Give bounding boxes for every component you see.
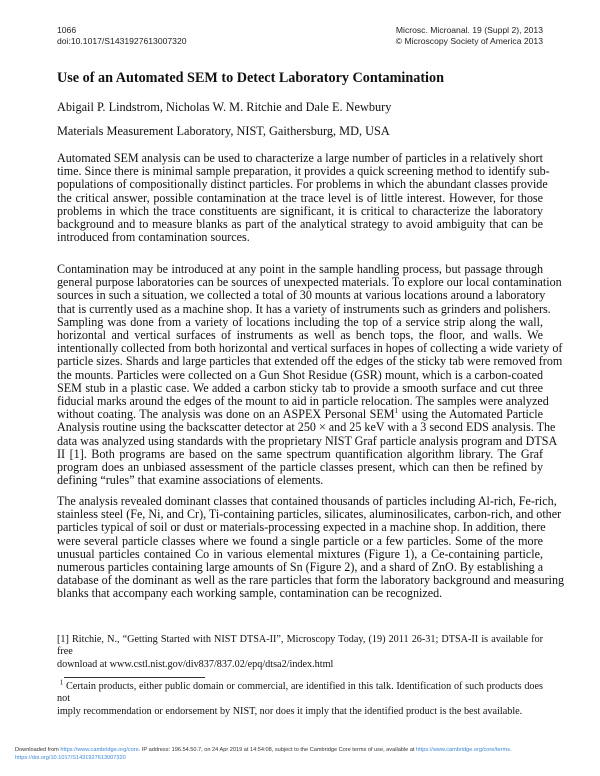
text-line: Contamination may be introduced at any point in the sample handling process, but passage through: [57, 262, 543, 276]
text-line: the mounts. Particles were collected on a Gun Shot Residue (GSR) mount, which is a carbon-coated: [57, 367, 543, 382]
journal-citation: Microsc. Microanal. 19 (Suppl 2), 2013: [395, 25, 543, 35]
text-line: blanks that accompany each working sample, contamination can be recognized.: [57, 586, 443, 601]
text-line: Analysis routine using the backscatter detector at 250 × and 25 keV with a 3 second EDS analysis. The: [57, 420, 556, 435]
paragraph-1: [57, 151, 550, 245]
text-line: particle sizes. Shards and large particles that extended off the edges of the sticky tab were removed from: [57, 354, 563, 369]
text-span: using the Automated Particle: [401, 407, 544, 422]
text-line: stainless steel (Fe, Ni, and Cr), Ti-containing particles, silicates, aluminosilicates, carbon-rich, and other: [57, 507, 562, 522]
text-line: problems in which the trace constituents are significant, it is critical to characterize the laboratory: [57, 203, 543, 218]
reference-1: [57, 634, 543, 671]
page-number: 1066: [57, 25, 77, 35]
text-line: intentionally collected from both horizontal and vertical surfaces in hopes of collecting a wide variety of: [57, 341, 563, 356]
text-line: fiducial marks around the edges of the mount to aid in particle relocation. The samples were analyzed: [57, 394, 549, 409]
text-line: the critical answer, possible contamination at the trace level is of little interest. However, for those: [57, 190, 543, 205]
text-line: general purpose laboratories can be sources of unexpected materials. To explore our local contamination: [57, 275, 562, 290]
download-prefix: Downloaded from: [15, 747, 59, 753]
text-line: unusual particles contained Co in various elemental mixtures (Figure 1), a Ce-containing particle,: [57, 546, 543, 561]
terms-link[interactable]: https://www.cambridge.org/core/terms: [416, 747, 510, 753]
text-line: II [1]. Both programs are based on the same spectrum quantification algorithm library. The Graf: [57, 446, 543, 461]
authors: Abigail P. Lindstrom, Nicholas W. M. Ritchie and Dale E. Newbury: [57, 100, 392, 114]
text-span: without coating. The analysis was done on an ASPEX Personal SEM: [57, 407, 395, 422]
footnote-line: [57, 678, 544, 706]
copyright: © Microscopy Society of America 2013: [395, 35, 543, 46]
affiliation: Materials Measurement Laboratory, NIST, Gaithersburg, MD, USA: [57, 124, 390, 138]
text-line: were several particle classes where we found a single particle or a few particles. Some of the more: [57, 533, 543, 548]
cambridge-core-link[interactable]: https://www.cambridge.org/core: [60, 747, 139, 753]
text-line: SEM stub in a plastic case. We added a carbon sticky tab to provide a smooth surface and cut three: [57, 380, 543, 395]
text-line: particles typical of soil or dust or materials-processing expected in a machine shop. In addition, there: [57, 520, 546, 535]
text-line: populations of compositionally distinct particles. For problems in which the abundant classes provide: [57, 177, 548, 192]
text-line: horizontal and vertical surfaces of instruments as well as bench tops, the floor, and walls. We: [57, 328, 543, 343]
doi-link[interactable]: https://doi.org/10.1017/S1431927613007320: [15, 754, 126, 761]
reference-line: [1] Ritchie, N., “Getting Started with NIST DTSA-II”, Microscopy Today, (19) 2011 26-31; DTSA-II is available for free: [57, 634, 543, 658]
download-suffix: .: [509, 747, 512, 753]
text-line: time. Since there is minimal sample preparation, it provides a quick screening method to identify sub-: [57, 164, 550, 179]
footnote-line: imply recommendation or endorsement by NIST, nor does it imply that the identified product is the best available.: [57, 705, 523, 717]
paragraph-2: [57, 262, 563, 488]
text-line: sources in such a situation, we collected a total of 30 mounts at various locations around a laboratory: [57, 288, 546, 303]
footnote-mark: 1: [394, 406, 399, 416]
download-notice: [15, 747, 512, 762]
text-line: numerous particles containing large amounts of Sn (Figure 2), and a shard of ZnO. By establishing a: [57, 560, 544, 575]
text-line: program does an unbiased assessment of the particle classes present, which can then be refined by: [57, 460, 543, 475]
paragraph-3: [57, 494, 565, 601]
text-line: defining “rules” that examine associations of elements.: [57, 473, 324, 488]
text-line: Sampling was done from a variety of locations including the top of a service strip along the wall,: [57, 314, 543, 329]
reference-line: download at www.cstl.nist.gov/div837/837.02/epq/dtsa2/index.html: [57, 658, 334, 670]
footnote-text: Certain products, either public domain or commercial, are identified in this talk. Identification of such products does not: [57, 681, 544, 705]
text-line: introduced from contamination sources.: [57, 230, 250, 245]
text-line: data was analyzed using standards with the proprietary NIST Graf particle analysis program and DTSA: [57, 433, 558, 448]
footnote-divider: [64, 677, 205, 678]
running-header-left: [57, 25, 187, 46]
footnote-mark: 1: [59, 678, 64, 687]
text-line: Automated SEM analysis can be used to characterize a large number of particles in a relatively short: [57, 151, 544, 165]
text-line: The analysis revealed dominant classes that contained thousands of particles including Al-rich, Fe-rich,: [57, 494, 557, 508]
running-header-right: [396, 25, 543, 46]
footnote: [57, 678, 544, 718]
paper-title: Use of an Automated SEM to Detect Laboratory Contamination: [57, 70, 444, 86]
doi: doi:10.1017/S1431927613007320: [57, 35, 187, 46]
text-line: background and to measure blanks as part of the analytical strategy to avoid ambiguity that can be: [57, 217, 543, 232]
text-line: database of the dominant as well as the rare particles that form the laboratory background and measuring: [57, 573, 565, 588]
text-line: that is currently used as a machine shop. It has a variety of instruments such as grinders and polishers.: [57, 301, 551, 316]
download-details: . IP address: 196.54.50.7, on 24 Apr 2019 at 14:54:08, subject to the Cambridge Core terms of use, available at: [138, 747, 415, 753]
